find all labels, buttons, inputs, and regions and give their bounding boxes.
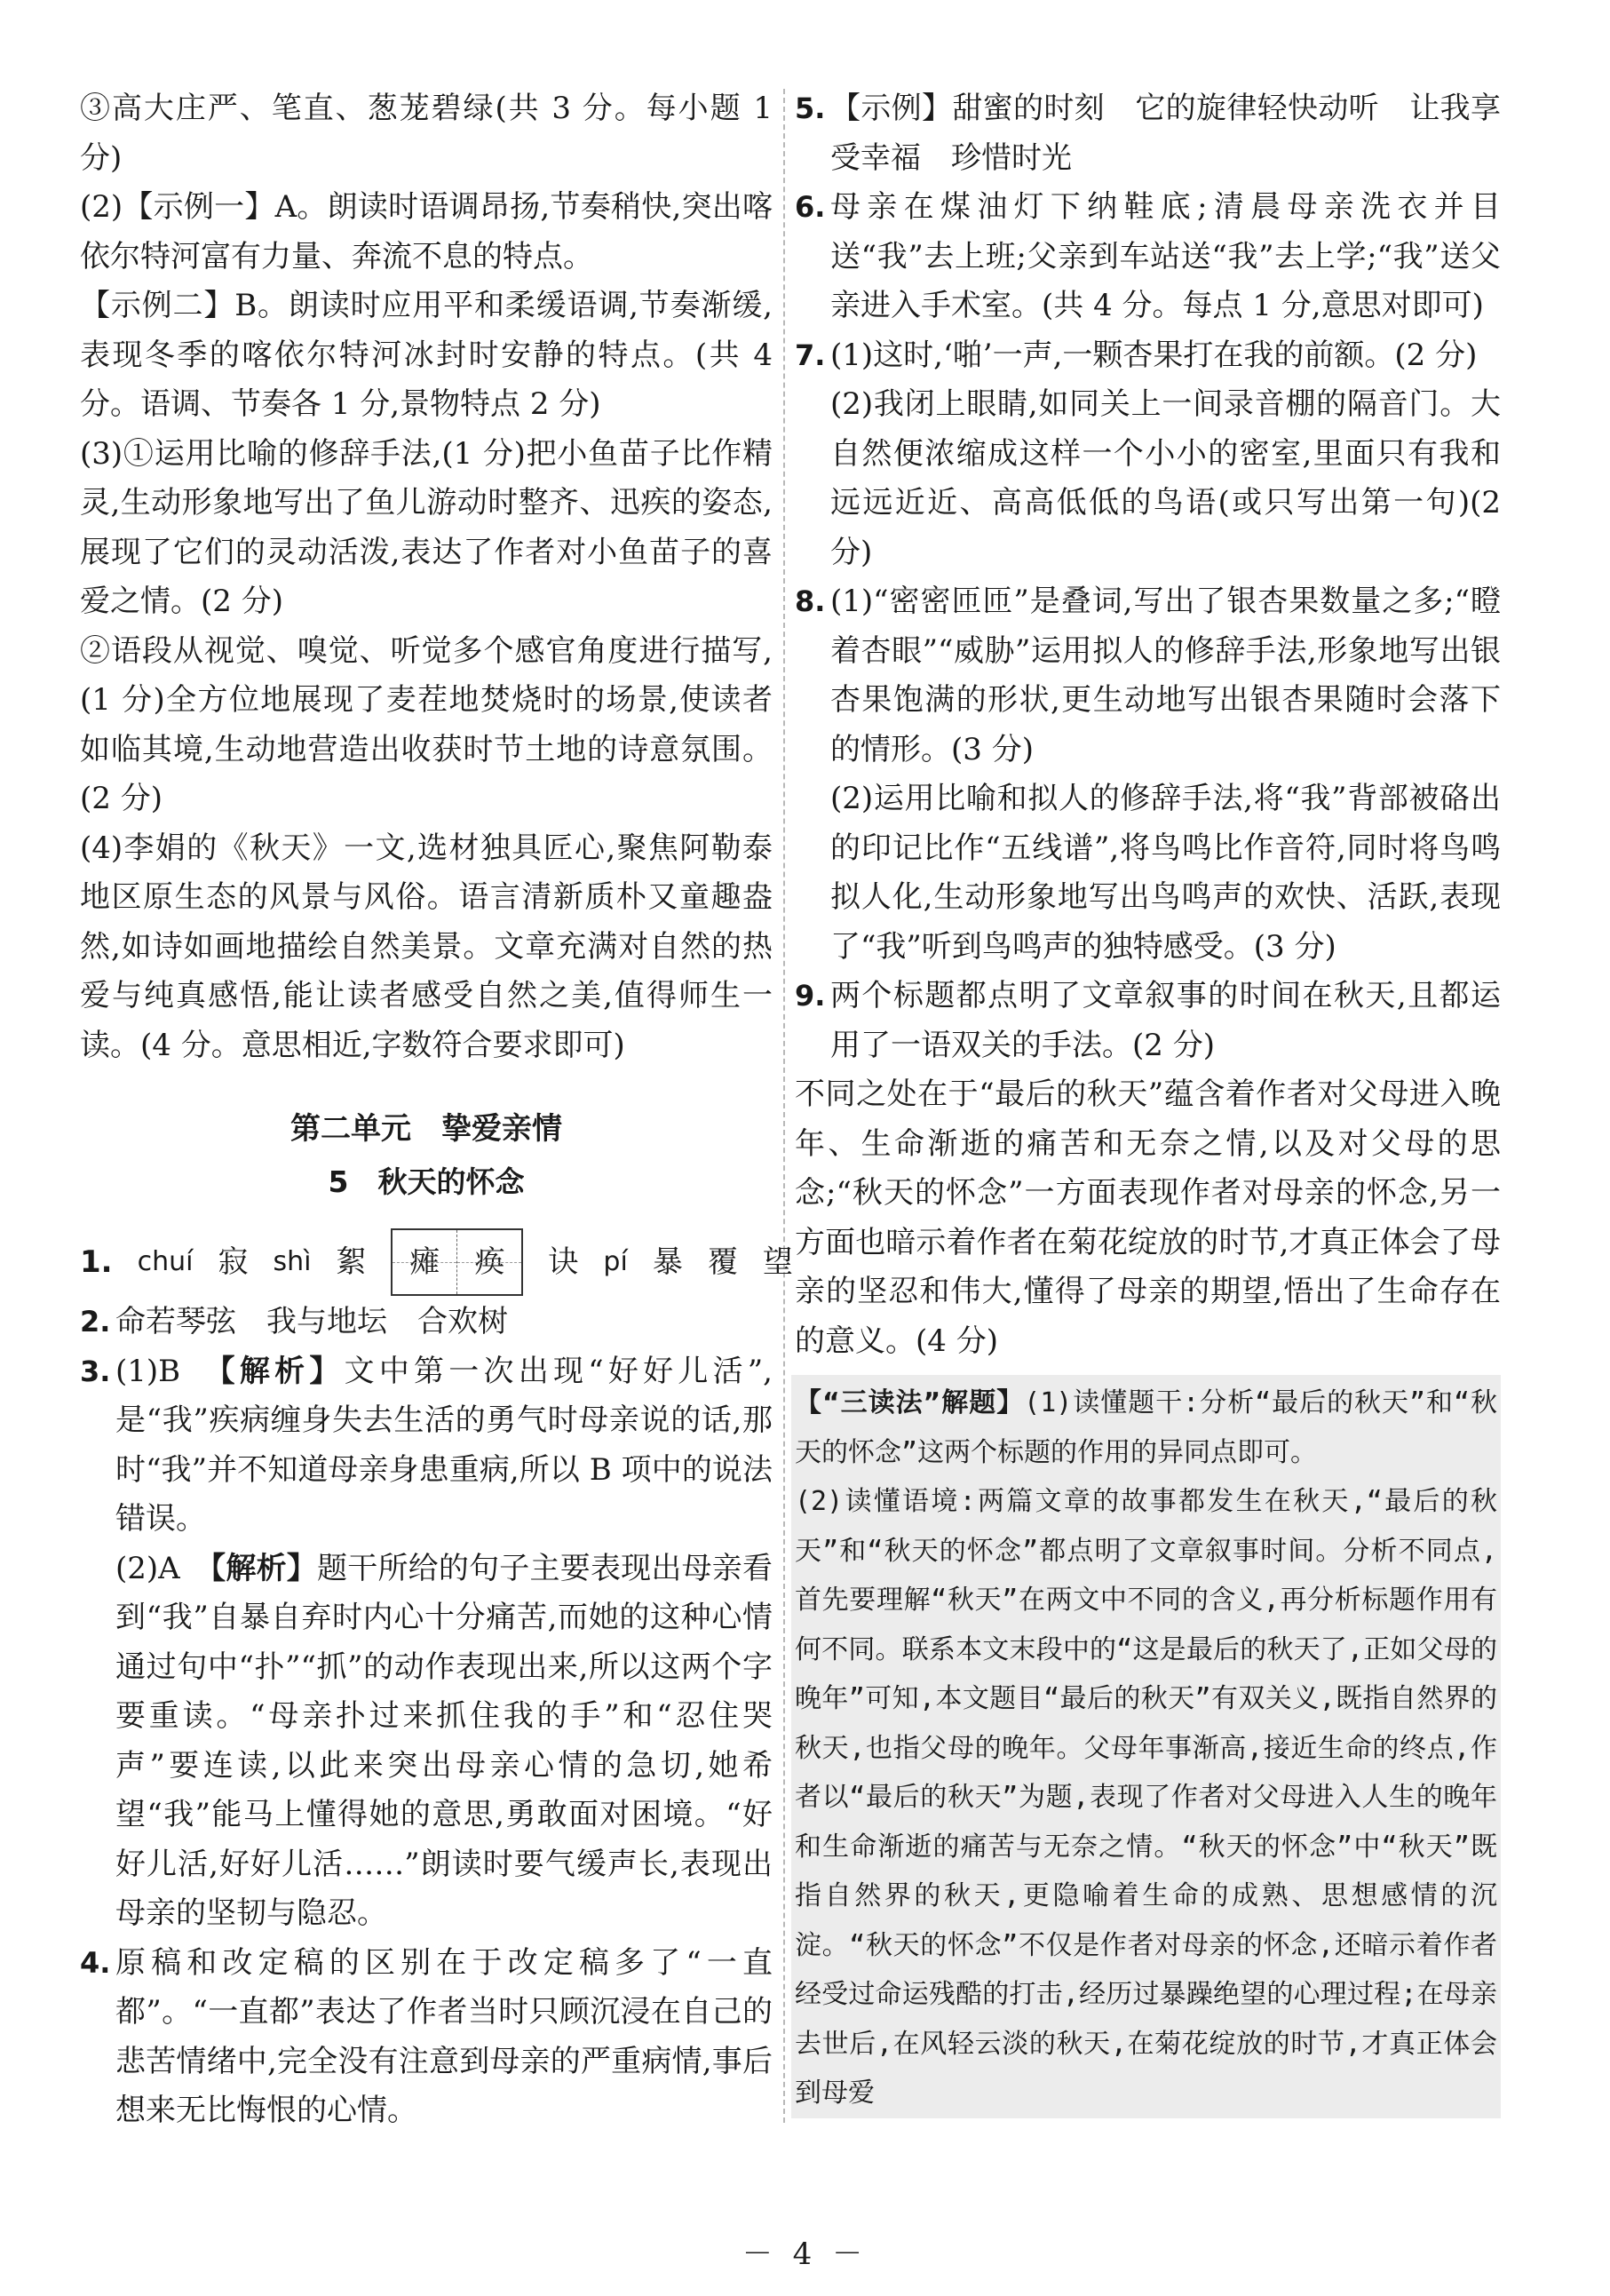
- question-8: [795, 577, 1501, 775]
- boxed-character: 痪: [456, 1230, 521, 1294]
- answer-text: 原稿和改定稿的区别在于改定稿多了“一直都”。“一直都”表达了作者当时只顾沉浸在自己的悲苦情绪中,完全没有注意到母亲的严重病情,事后想来无比悔恨的心情。: [115, 1944, 773, 2128]
- right-column: [795, 84, 1501, 2118]
- left-column: [80, 84, 793, 2136]
- answer-paragraph: 【示例二】B。朗读时应用平和柔缓语调,节奏渐缓,表现冬季的喀依尔特河冰封时安静的特点。(共 4 分。语调、节奏各 1 分,景物特点 2 分): [80, 288, 773, 422]
- three-read-step-1: [795, 1378, 1497, 1477]
- question-number: 9.: [795, 979, 826, 1013]
- answer-paragraph: (2)【示例一】A。朗读时语调昂扬,节奏稍快,突出喀依尔特河富有力量、奔流不息的特点。: [80, 189, 773, 274]
- answer-choice: (1)B: [115, 1353, 220, 1389]
- character-answer: 望: [762, 1244, 793, 1280]
- unit-title: 第二单元 挚爱亲情: [290, 1111, 562, 1147]
- question-number: 2.: [80, 1305, 111, 1339]
- question-1: [80, 1227, 793, 1298]
- tianzige-box: [391, 1228, 523, 1296]
- analysis-label: 【解析】: [210, 1550, 318, 1586]
- question-number: 6.: [795, 190, 826, 224]
- question-5: [795, 84, 1501, 183]
- answer-text: 【示例】甜蜜的时刻 它的旋律轻快动听 让我享受幸福 珍惜时光: [830, 91, 1501, 176]
- question-3: [80, 1347, 773, 1545]
- answer-text: 母亲在煤油灯下纳鞋底;清晨母亲洗衣并目送“我”去上班;父亲到车站送“我”去上学;“我”送父亲进入手术室。(共 4 分。每点 1 分,意思对即可): [830, 189, 1501, 323]
- pinyin-answer: pí: [603, 1246, 628, 1277]
- lesson-title: 5 秋天的怀念: [328, 1164, 525, 1199]
- question-6: [795, 183, 1501, 331]
- method-text: (1)读懂题干:分析“最后的秋天”和“秋天的怀念”这两个标题的作用的异同点即可。: [795, 1387, 1497, 1468]
- question-9: [795, 972, 1501, 1070]
- answer-text: 文中第一次出现“好好儿活”,是“我”疾病缠身失去生活的勇气时母亲说的话,那时“我”并不知道母亲身患重病,所以 B 项中的说法错误。: [115, 1353, 773, 1537]
- answer-text: (1)“密密匝匝”是叠词,写出了银杏果数量之多;“瞪着杏眼”“威胁”运用拟人的修辞手法,形象地写出银杏果饱满的形状,更生动地写出银杏果随时会落下的情形。(3 分): [830, 584, 1501, 767]
- character-answer: 暴: [652, 1244, 683, 1280]
- answer-paragraph: 不同之处在于“最后的秋天”蕴含着作者对父母进入晚年、生命渐逝的痛苦和无奈之情,以及对父母的思念;“秋天的怀念”一方面表现作者对母亲的怀念,另一方面也暗示着作者在菊花绽放的时节,才真正体会了母亲的坚忍和伟大,懂得了母亲的期望,悟出了生命存在的意义。(4 分): [795, 1076, 1501, 1359]
- question-number: 4.: [80, 1945, 111, 1980]
- pinyin-answer: chuí: [137, 1246, 194, 1277]
- question-7-part-2: (2)我闭上眼睛,如同关上一间录音棚的隔音门。大自然便浓缩成这样一个小小的密室,里面只有我和远远近近、高高低低的鸟语(或只写出第一句)(2 分): [830, 386, 1501, 570]
- answer-text: (1)这时,‘啪’一声,一颗杏果打在我的前额。(2 分): [830, 337, 1478, 373]
- question-8-part-2: (2)运用比喻和拟人的修辞手法,将“我”背部被硌出的印记比作“五线谱”,将鸟鸣比作音符,同时将鸟鸣拟人化,生动形象地写出鸟鸣声的欢快、活跃,表现了“我”听到鸟鸣声的独特感受。(3 分): [830, 781, 1501, 965]
- character-answer: 寂: [218, 1244, 249, 1280]
- question-number: 8.: [795, 584, 826, 618]
- question-2: [80, 1298, 773, 1347]
- question-number: 5.: [795, 91, 826, 125]
- answer-text: 两个标题都点明了文章叙事的时间在秋天,且都运用了一语双关的手法。(2 分): [830, 978, 1501, 1063]
- three-read-method-box: [791, 1375, 1501, 2118]
- three-read-step-2: (2)读懂语境:两篇文章的故事都发生在秋天,“最后的秋天”和“秋天的怀念”都点明了文章叙事时间。分析不同点,首先要理解“秋天”在两文中不同的含义,再分析标题作用有何不同。联系本文末段中的“这是最后的秋天了,正如父母的晚年”可知,本文题目“最后的秋天”有双关义,既指自然界的秋天,也指父母的晚年。父母年事渐高,接近生命的终点,作者以“最后的秋天”为题,表现了作者对父母进入人生的晚年和生命渐逝的痛苦与无奈之情。“秋天的怀念”中“秋天”既指自然界的秋天,更隐喻着生命的成熟、思想感情的沉淀。“秋天的怀念”不仅是作者对母亲的怀念,还暗示着作者经受过命运残酷的打击,经历过暴躁绝望的心理过程;在母亲去世后,在风轻云淡的秋天,在菊花绽放的时节,才真正体会到母爱: [795, 1486, 1497, 2109]
- pinyin-answer: shì: [273, 1246, 312, 1277]
- question-number: 3.: [80, 1354, 111, 1388]
- character-answer: 絮: [336, 1244, 367, 1280]
- answer-text: 命若琴弦 我与地坛 合欢树: [115, 1304, 508, 1339]
- method-label: 【“三读法”解题】: [795, 1387, 1025, 1418]
- boxed-character: 瘫: [393, 1230, 456, 1294]
- question-number: 1.: [80, 1244, 113, 1280]
- analysis-label: 【解析】: [219, 1353, 345, 1389]
- question-3-part-2: [80, 1545, 773, 1939]
- character-answer: 覆: [707, 1244, 738, 1280]
- answer-line: ③高大庄严、笔直、葱茏碧绿(共 3 分。每小题 1 分): [80, 91, 773, 176]
- answer-choice: (2)A: [115, 1550, 211, 1586]
- question-number: 7.: [795, 338, 826, 372]
- character-answer: 诀: [548, 1244, 579, 1280]
- answer-text: 题干所给的句子主要表现出母亲看到“我”自暴自弃时内心十分痛苦,而她的这种心情通过句中“扑”“抓”的动作表现出来,所以这两个字要重读。“母亲扑过来抓住我的手”和“忍住哭声”要连读,以此来突出母亲心情的急切,她希望“我”能马上懂得她的意思,勇敢面对困境。“好好儿活,好好儿活……”朗读时要气缓声长,表现出母亲的坚韧与隐忍。: [115, 1550, 773, 1931]
- answer-paragraph: ②语段从视觉、嗅觉、听觉多个感官角度进行描写,(1 分)全方位地展现了麦茬地焚烧时的场景,使读者如临其境,生动地营造出收获时节土地的诗意氛围。(2 分): [80, 632, 773, 816]
- page-number: － 4 －: [742, 2236, 868, 2272]
- question-7: [795, 331, 1501, 381]
- answer-paragraph: (4)李娟的《秋天》一文,选材独具匠心,聚焦阿勒泰地区原生态的风景与风俗。语言清新质朴又童趣盎然,如诗如画地描绘自然美景。文章充满对自然的热爱与纯真感悟,能让读者感受自然之美,值得师生一读。(4 分。意思相近,字数符合要求即可): [80, 830, 773, 1063]
- answer-paragraph: (3)①运用比喻的修辞手法,(1 分)把小鱼苗子比作精灵,生动形象地写出了鱼儿游动时整齐、迅疾的姿态,展现了它们的灵动活泼,表达了作者对小鱼苗子的喜爱之情。(2 分): [80, 435, 773, 619]
- question-4: [80, 1939, 773, 2136]
- column-divider: [783, 89, 785, 2123]
